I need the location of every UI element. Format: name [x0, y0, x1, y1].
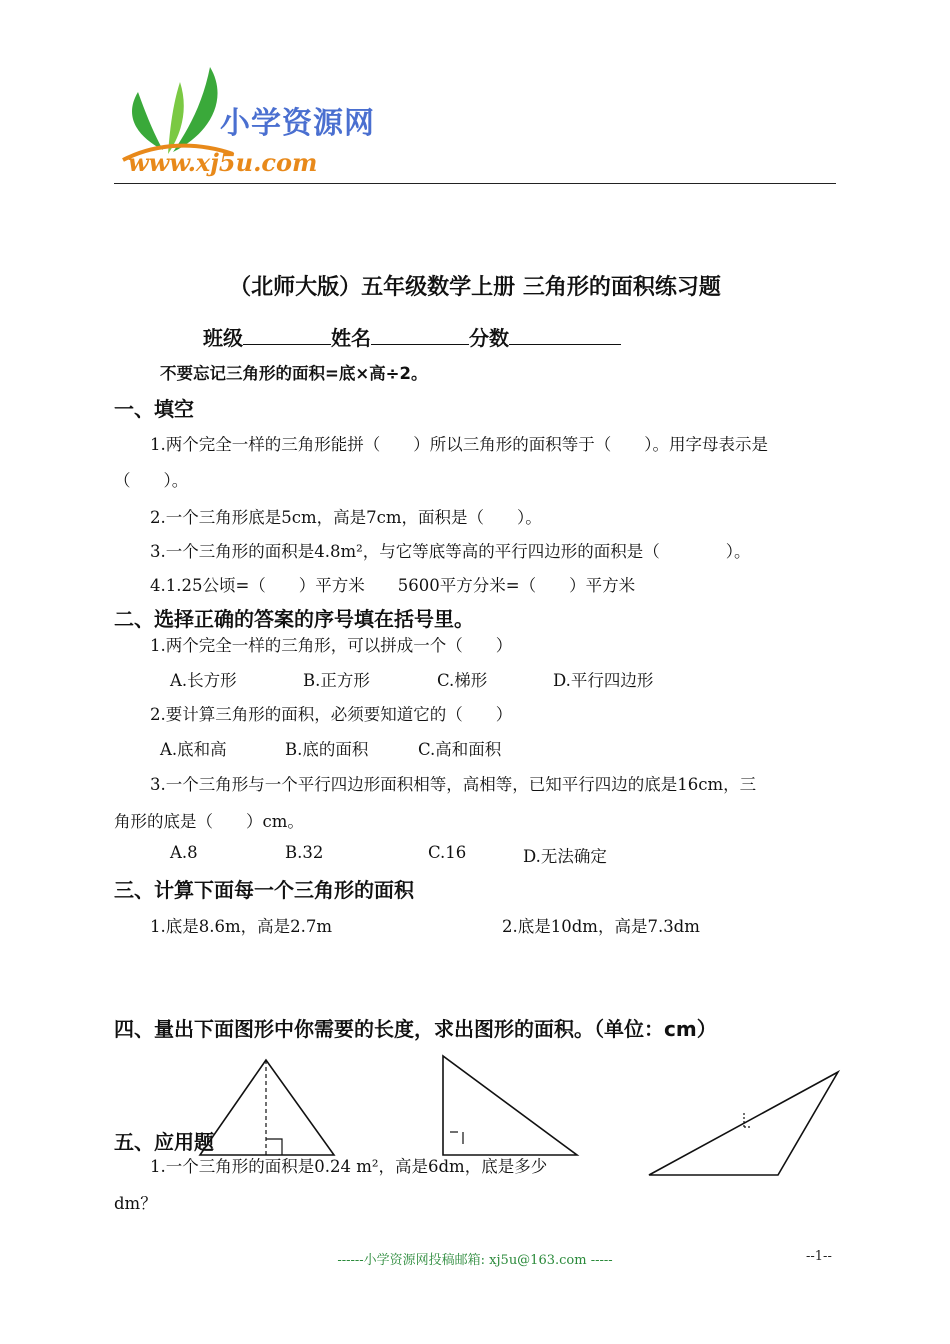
- page-title: （北师大版）五年级数学上册 三角形的面积练习题: [229, 275, 721, 300]
- s2-q3-option-a: A.8: [170, 843, 198, 862]
- page-number: --1--: [806, 1249, 832, 1264]
- s1-q2: 2.一个三角形底是5cm，高是7cm，面积是（ ）。: [150, 508, 542, 527]
- site-logo: [118, 62, 398, 180]
- logo-cn-text: 小学资源网: [220, 106, 375, 141]
- footer-text: ------小学资源网投稿邮箱: xj5u@163.com -----: [337, 1253, 613, 1268]
- s3-q1: 1.底是8.6m，高是2.7m: [150, 917, 333, 936]
- s2-q3-option-c: C.16: [428, 843, 467, 862]
- section-4-heading: 四、量出下面图形中你需要的长度，求出图形的面积。（单位：cm）: [114, 1017, 717, 1041]
- triangle-figure-2: [443, 1056, 577, 1155]
- s1-q3: 3.一个三角形的面积是4.8m²，与它等底等高的平行四边形的面积是（ ）。: [150, 542, 751, 561]
- triangle-figure-1: [200, 1060, 334, 1155]
- s2-q2-option-a: A.底和高: [160, 740, 227, 759]
- s2-q2-option-c: C.高和面积: [418, 740, 502, 759]
- s3-q2: 2.底是10dm，高是7.3dm: [502, 917, 700, 936]
- s2-q1-option-d: D.平行四边形: [553, 671, 654, 690]
- s2-q3-option-d: D.无法确定: [523, 847, 607, 866]
- triangle-figure-3: [649, 1072, 838, 1175]
- name-field[interactable]: [371, 326, 469, 345]
- s2-q2: 2.要计算三角形的面积，必须要知道它的（ ）: [150, 705, 513, 724]
- s1-q1-line2: （ ）。: [114, 471, 189, 490]
- student-info-line: [203, 322, 621, 351]
- header-rule: [114, 183, 836, 184]
- section-2-heading: 二、选择正确的答案的序号填在括号里。: [114, 607, 474, 631]
- s2-q3-line2: 角形的底是（ ）cm。: [114, 812, 304, 831]
- section-5-heading: 五、应用题: [114, 1130, 214, 1154]
- s2-q2-option-b: B.底的面积: [285, 740, 369, 759]
- s1-q1-line1: 1.两个完全一样的三角形能拼（ ）所以三角形的面积等于（ ）。用字母表示是: [150, 435, 768, 454]
- class-field[interactable]: [243, 326, 331, 345]
- class-label: 班级: [203, 326, 243, 350]
- s2-q1-option-b: B.正方形: [303, 671, 370, 690]
- name-label: 姓名: [331, 326, 371, 350]
- triangle-figures: [0, 1050, 950, 1230]
- score-label: 分数: [469, 326, 509, 350]
- s2-q3-option-b: B.32: [285, 843, 324, 862]
- s2-q1-option-a: A.长方形: [170, 671, 237, 690]
- s2-q1: 1.两个完全一样的三角形，可以拼成一个（ ）: [150, 636, 513, 655]
- s5-q1-line1: 1.一个三角形的面积是0.24 m²，高是6dm，底是多少: [150, 1157, 548, 1176]
- score-field[interactable]: [509, 326, 621, 345]
- s5-q1-line2: dm？: [114, 1194, 157, 1213]
- reminder-text: 不要忘记三角形的面积=底×高÷2。: [160, 364, 428, 383]
- s2-q1-option-c: C.梯形: [437, 671, 488, 690]
- section-1-heading: 一、填空: [114, 397, 194, 421]
- logo-url-text: www.xj5u.com: [128, 148, 318, 177]
- section-3-heading: 三、计算下面每一个三角形的面积: [114, 878, 414, 902]
- s1-q4: 4.1.25公顷=（ ）平方米 5600平方分米=（ ）平方米: [150, 576, 636, 595]
- s2-q3-line1: 3.一个三角形与一个平行四边形面积相等，高相等，已知平行四边的底是16cm，三: [150, 775, 757, 794]
